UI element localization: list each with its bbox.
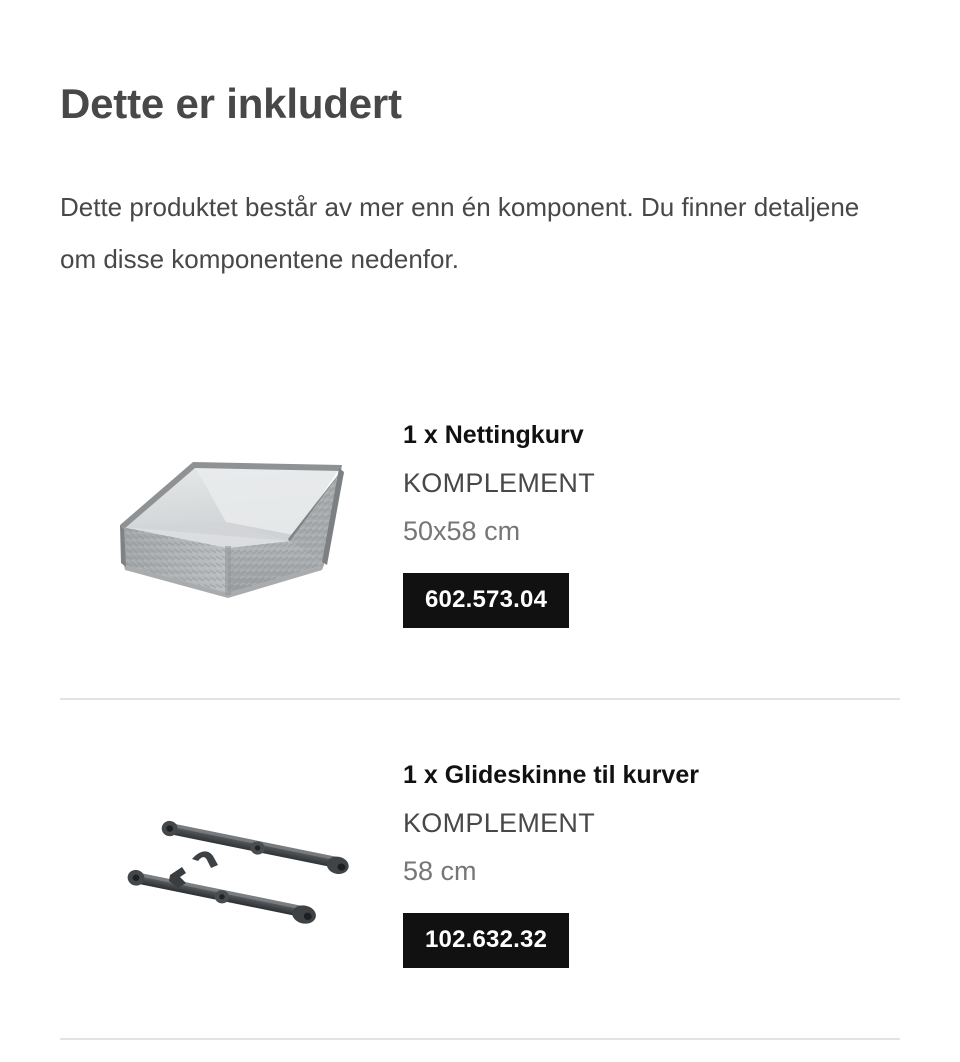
mesh-basket-icon [108,415,356,650]
component-details [403,418,883,628]
article-number-badge[interactable]: 602.573.04 [403,573,569,628]
component-image[interactable] [108,415,356,650]
component-image[interactable] [108,755,356,990]
component-title: 1 x Glideskinne til kurver [403,761,699,789]
row-divider [60,1038,900,1040]
component-row[interactable] [0,700,960,1040]
component-series: KOMPLEMENT [403,468,596,498]
page-title: Dette er inkludert [60,79,402,127]
component-details [403,758,883,968]
component-series: KOMPLEMENT [403,808,596,838]
component-size: 58 cm [403,856,477,886]
component-row[interactable] [0,360,960,700]
intro-paragraph: Dette produktet består av mer enn én komponent. Du finner detaljene om disse komponentene nedenfor. [60,192,860,274]
component-title: 1 x Nettingkurv [403,421,584,449]
slide-rail-icon [108,755,356,990]
component-size: 50x58 cm [403,516,521,546]
article-number-badge[interactable]: 102.632.32 [403,913,569,968]
component-list [0,360,960,1040]
